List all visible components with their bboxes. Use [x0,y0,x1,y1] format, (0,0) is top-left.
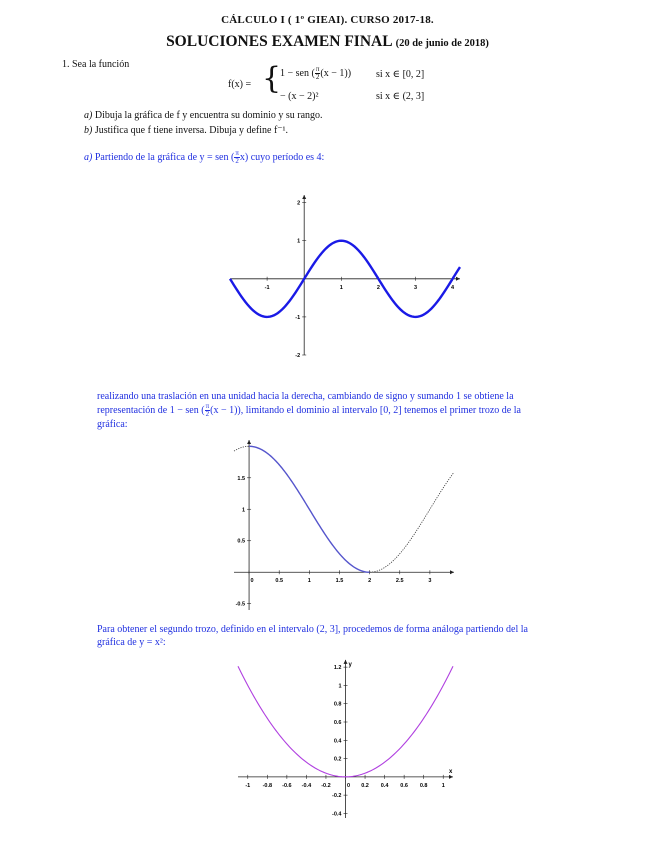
translated-sine-graph [234,440,454,610]
function-lhs: f(x) = [228,79,252,90]
p2-line2-a: representación de 1 − sen [97,404,199,416]
part-a-statement [84,109,323,122]
x-axis-label: x [449,768,453,775]
y-axis-arrow [302,195,306,199]
y-tick-label: 2 [297,200,301,207]
problem-intro [62,58,129,71]
p2-line1: realizando una traslación en una unidad hacia la derecha, cambiando de signo y sumando 1 se obtiene la [97,391,514,402]
exam-title [0,33,655,51]
x-tick-label: -0.8 [262,782,273,789]
x-tick-label: -1 [264,284,270,291]
x-tick-label: 0 [250,578,254,585]
paragraph-second-piece [97,623,597,649]
p2-line2-c: , limitando el dominio al intervalo [0, 2] tenemos el primer trozo de la [240,404,521,416]
x-tick-label: 3 [413,284,418,291]
x-tick-label: 4 [451,284,455,291]
case1-condition: si x ∈ [0, 2] [376,69,425,80]
case1-fraction: $\frac{\pi}{2}$ [315,65,320,81]
y-tick-label: 1 [242,507,246,514]
p2-line3: gráfica: [97,419,128,430]
x-tick-label: 0.5 [275,578,284,585]
case1-arg: (x − 1) [320,67,348,79]
p3-line2: gráfica de y = x²: [97,637,166,648]
y-tick-label: -0.5 [235,601,246,608]
y-tick-label: 1 [297,238,301,245]
x-axis-arrow [456,277,460,281]
x-tick-label: -0.6 [282,782,292,789]
x-tick-label: 1 [307,578,311,585]
x-tick-label: 1.5 [335,578,344,585]
part-b-label: b) [84,125,93,136]
x-tick-label: 0.4 [380,782,389,789]
y-tick-label: 0.8 [333,701,342,708]
y-axis-arrow [247,440,251,444]
y-tick-label: 1 [338,683,342,690]
curve-series-1 [234,446,249,451]
x-tick-label: -0.2 [321,782,331,789]
sine-graph [230,195,460,359]
x-tick-label: -0.4 [301,782,312,789]
y-tick-label: 1.5 [237,475,246,482]
x-tick-label: 2 [376,284,380,291]
y-axis-arrow [344,660,348,664]
solution-a-var: x [239,151,245,163]
piecewise-brace: { [262,61,282,96]
y-tick-label: -1 [295,314,301,321]
x-axis-arrow [449,775,453,779]
course-header: CÁLCULO I ( 1º GIEAI). CURSO 2017-18. [221,14,434,26]
x-tick-label: 3 [428,578,432,585]
part-b-text: Justifica que f tiene inversa. Dibuja y define f⁻¹. [94,125,289,136]
exam-title-main: SOLUCIONES EXAMEN FINAL [166,33,392,50]
x-tick-label: 1 [339,284,343,291]
x-tick-label: 1 [441,782,445,789]
x-tick-label: 0 [346,782,351,789]
solution-a-text: Partiendo de la gráfica de y = sen [94,151,229,163]
y-tick-label: 1.2 [333,665,342,672]
y-tick-label: 0.4 [333,738,342,745]
solution-a-fraction: $\frac{\pi}{2}$ [235,149,239,165]
y-axis-label: y [348,661,352,668]
x-tick-label: 2 [368,578,372,585]
y-tick-label: 0.6 [333,720,342,726]
problem-intro-text: Sea la función [72,59,130,70]
p2-fraction: $\frac{\pi}{2}$ [205,402,210,418]
solution-a-label: a) [84,151,93,163]
x-axis-arrow [450,570,454,574]
curve-series-0 [249,446,370,572]
parabola-graph [238,658,453,818]
piecewise-case-1: 1 − sen ( $\frac{\pi}{2}$ (x − 1)) [280,65,352,81]
x-tick-label: -1 [245,782,251,789]
y-tick-label: -0.4 [332,811,342,818]
part-a-label: a) [84,110,93,121]
exam-date: (20 de junio de 2018) [395,38,489,49]
part-b-statement [84,124,288,137]
part-a-text: Dibuja la gráfica de f y encuentra su dominio y su rango. [94,110,323,121]
paragraph-translation [97,390,597,431]
y-tick-label: -0.2 [332,793,342,800]
case1-prefix: 1 − sen [280,67,309,79]
x-tick-label: 2.5 [395,578,404,585]
x-tick-label: 0.8 [419,782,428,789]
p3-line1: Para obtener el segundo trozo, definido en el intervalo (2, 3], procedemos de forma análoga partiendo del la [97,624,528,635]
p2-line2-b: (x − 1) [210,404,238,416]
x-tick-label: 0.6 [400,782,408,789]
y-tick-label: 0.5 [237,538,246,545]
p2-line2: representación de 1 − sen ( $\frac{\pi}{2}$ (x − 1)), limitando el dominio al intervalo [0, 2] tenemos el primer trozo de la [97,402,521,418]
x-tick-label: 0.2 [361,782,369,789]
curve-series-2 [370,472,454,572]
case2-condition: si x ∈ (2, 3] [376,91,425,102]
solution-a-period: cuyo período es 4: [250,151,325,163]
y-tick-label: -2 [295,353,301,359]
piecewise-case-2: − (x − 2)² [280,91,319,102]
problem-number: 1. [62,59,70,70]
y-tick-label: 0.2 [333,756,342,763]
solution-a-intro: a) Partiendo de la gráfica de y = sen ( $\frac{\pi}{2}$ x) cuyo período es 4: [84,149,325,165]
